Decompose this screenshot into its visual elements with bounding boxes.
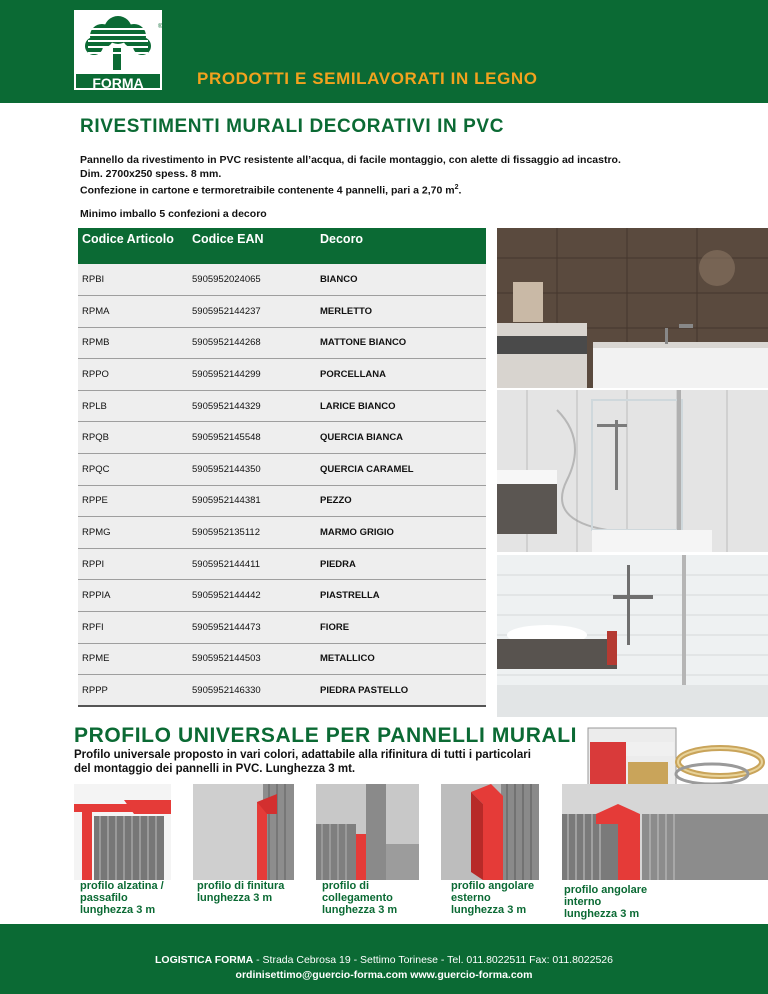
profile-photo-angolare-interno bbox=[562, 784, 768, 880]
column-header: Decoro bbox=[316, 228, 486, 264]
header-title: PRODOTTI E SEMILAVORATI IN LEGNO bbox=[197, 69, 538, 88]
description-line bbox=[80, 181, 461, 198]
table-cell-code: RPMG bbox=[78, 517, 188, 549]
bathroom-photo-1 bbox=[497, 228, 768, 388]
superscript: 2 bbox=[454, 184, 459, 191]
table-row bbox=[78, 548, 486, 580]
table-cell-code: RPPO bbox=[78, 359, 188, 391]
table-cell-decor: MATTONE BIANCO bbox=[316, 327, 486, 359]
table-cell-decor: PEZZO bbox=[316, 485, 486, 517]
description-line: Pannello da rivestimento in PVC resistente all’acqua, di facile montaggio, con alette di fissaggio ad incastro. bbox=[80, 154, 621, 166]
table-row bbox=[78, 390, 486, 422]
table-cell-code: RPQC bbox=[78, 454, 188, 486]
description-text: . bbox=[458, 184, 462, 197]
table-cell-code: RPQB bbox=[78, 422, 188, 454]
registered-mark: ® bbox=[158, 24, 163, 30]
footer-address bbox=[0, 954, 768, 966]
table-row bbox=[78, 454, 486, 486]
product-table bbox=[78, 228, 486, 707]
table-row bbox=[78, 485, 486, 517]
table-cell-ean: 5905952144381 bbox=[188, 485, 316, 517]
profile-description bbox=[74, 748, 531, 776]
table-row bbox=[78, 264, 486, 296]
table-row bbox=[78, 422, 486, 454]
table-cell-ean: 5905952144329 bbox=[188, 390, 316, 422]
table-cell-decor: PIEDRA bbox=[316, 548, 486, 580]
profile-photo-finitura bbox=[193, 784, 294, 880]
profile-caption: profilo alzatina / passafilo lunghezza 3 m bbox=[80, 880, 164, 916]
table-cell-ean: 5905952145548 bbox=[188, 422, 316, 454]
minimum-pack-note: Minimo imballo 5 confezioni a decoro bbox=[80, 208, 267, 220]
table-cell-ean: 5905952144237 bbox=[188, 296, 316, 328]
table-row bbox=[78, 580, 486, 612]
table-row bbox=[78, 643, 486, 675]
profile-caption: profilo angolare interno lunghezza 3 m bbox=[564, 884, 648, 920]
table-cell-code: RPBI bbox=[78, 264, 188, 296]
table-cell-decor: BIANCO bbox=[316, 264, 486, 296]
table-row bbox=[78, 675, 486, 707]
page-footer bbox=[0, 924, 768, 994]
column-header: Codice EAN bbox=[188, 228, 316, 264]
table-row bbox=[78, 327, 486, 359]
table-cell-ean: 5905952144350 bbox=[188, 454, 316, 486]
table-cell-ean: 5905952144299 bbox=[188, 359, 316, 391]
section-title-profilo: PROFILO UNIVERSALE PER PANNELLI MURALI bbox=[74, 724, 578, 747]
table-cell-code: RPPI bbox=[78, 548, 188, 580]
column-header: Codice Articolo bbox=[78, 228, 188, 264]
table-cell-decor: PIASTRELLA bbox=[316, 580, 486, 612]
table-cell-decor: METALLICO bbox=[316, 643, 486, 675]
bathroom-photo-2 bbox=[497, 390, 768, 552]
table-cell-decor: QUERCIA BIANCA bbox=[316, 422, 486, 454]
table-cell-decor: PORCELLANA bbox=[316, 359, 486, 391]
table-cell-ean: 5905952135112 bbox=[188, 517, 316, 549]
page-header bbox=[0, 0, 768, 103]
table-cell-code: RPPIA bbox=[78, 580, 188, 612]
footer-company: LOGISTICA FORMA bbox=[155, 954, 254, 966]
tree-logo-icon bbox=[80, 14, 156, 72]
table-row bbox=[78, 612, 486, 644]
table-cell-code: RPMB bbox=[78, 327, 188, 359]
profile-photo-angolare-esterno bbox=[441, 784, 539, 880]
table-header-row bbox=[78, 228, 486, 264]
table-cell-code: RPME bbox=[78, 643, 188, 675]
table-cell-ean: 5905952144268 bbox=[188, 327, 316, 359]
table-cell-decor: LARICE BIANCO bbox=[316, 390, 486, 422]
table-cell-ean: 5905952144503 bbox=[188, 643, 316, 675]
description-line: Dim. 2700x250 spess. 8 mm. bbox=[80, 168, 222, 180]
table-cell-code: RPPP bbox=[78, 675, 188, 707]
table-cell-decor: MARMO GRIGIO bbox=[316, 517, 486, 549]
profile-photo-collegamento bbox=[316, 784, 419, 880]
table-row bbox=[78, 296, 486, 328]
profile-caption: profilo angolare esterno lunghezza 3 m bbox=[451, 880, 535, 916]
profile-photo-alzatina bbox=[74, 784, 171, 880]
footer-contacts[interactable]: ordinisettimo@guercio-forma.com www.guercio-forma.com bbox=[235, 969, 533, 981]
table-cell-ean: 5905952144473 bbox=[188, 612, 316, 644]
table-cell-code: RPMA bbox=[78, 296, 188, 328]
table-row bbox=[78, 359, 486, 391]
table-cell-decor: MERLETTO bbox=[316, 296, 486, 328]
table-cell-ean: 5905952144411 bbox=[188, 548, 316, 580]
section-title-rivestimenti: RIVESTIMENTI MURALI DECORATIVI IN PVC bbox=[80, 116, 505, 137]
profile-caption: profilo di collegamento lunghezza 3 m bbox=[322, 880, 398, 916]
profile-caption: profilo di finitura lunghezza 3 m bbox=[197, 880, 285, 904]
table-cell-ean: 5905952024065 bbox=[188, 264, 316, 296]
forma-logo bbox=[74, 10, 162, 90]
footer-address-text: - Strada Cebrosa 19 - Settimo Torinese - Tel. 011.8022511 Fax: 011.8022526 bbox=[253, 954, 613, 966]
table-cell-decor: QUERCIA CARAMEL bbox=[316, 454, 486, 486]
description-text: Confezione in cartone e termoretraibile contenente 4 pannelli, pari a 2,70 m bbox=[80, 184, 455, 197]
table-row bbox=[78, 517, 486, 549]
table-cell-code: RPPE bbox=[78, 485, 188, 517]
table-cell-ean: 5905952146330 bbox=[188, 675, 316, 707]
logo-wordmark: FORMA bbox=[74, 72, 162, 90]
table-cell-decor: PIEDRA PASTELLO bbox=[316, 675, 486, 707]
description-line: Profilo universale proposto in vari colori, adattabile alla rifinitura di tutti i particolari bbox=[74, 749, 531, 761]
table-cell-decor: FIORE bbox=[316, 612, 486, 644]
table-cell-code: RPLB bbox=[78, 390, 188, 422]
bathroom-photo-3 bbox=[497, 555, 768, 717]
description-line: del montaggio dei pannelli in PVC. Lunghezza 3 mt. bbox=[74, 763, 356, 775]
table-cell-ean: 5905952144442 bbox=[188, 580, 316, 612]
table-cell-code: RPFI bbox=[78, 612, 188, 644]
